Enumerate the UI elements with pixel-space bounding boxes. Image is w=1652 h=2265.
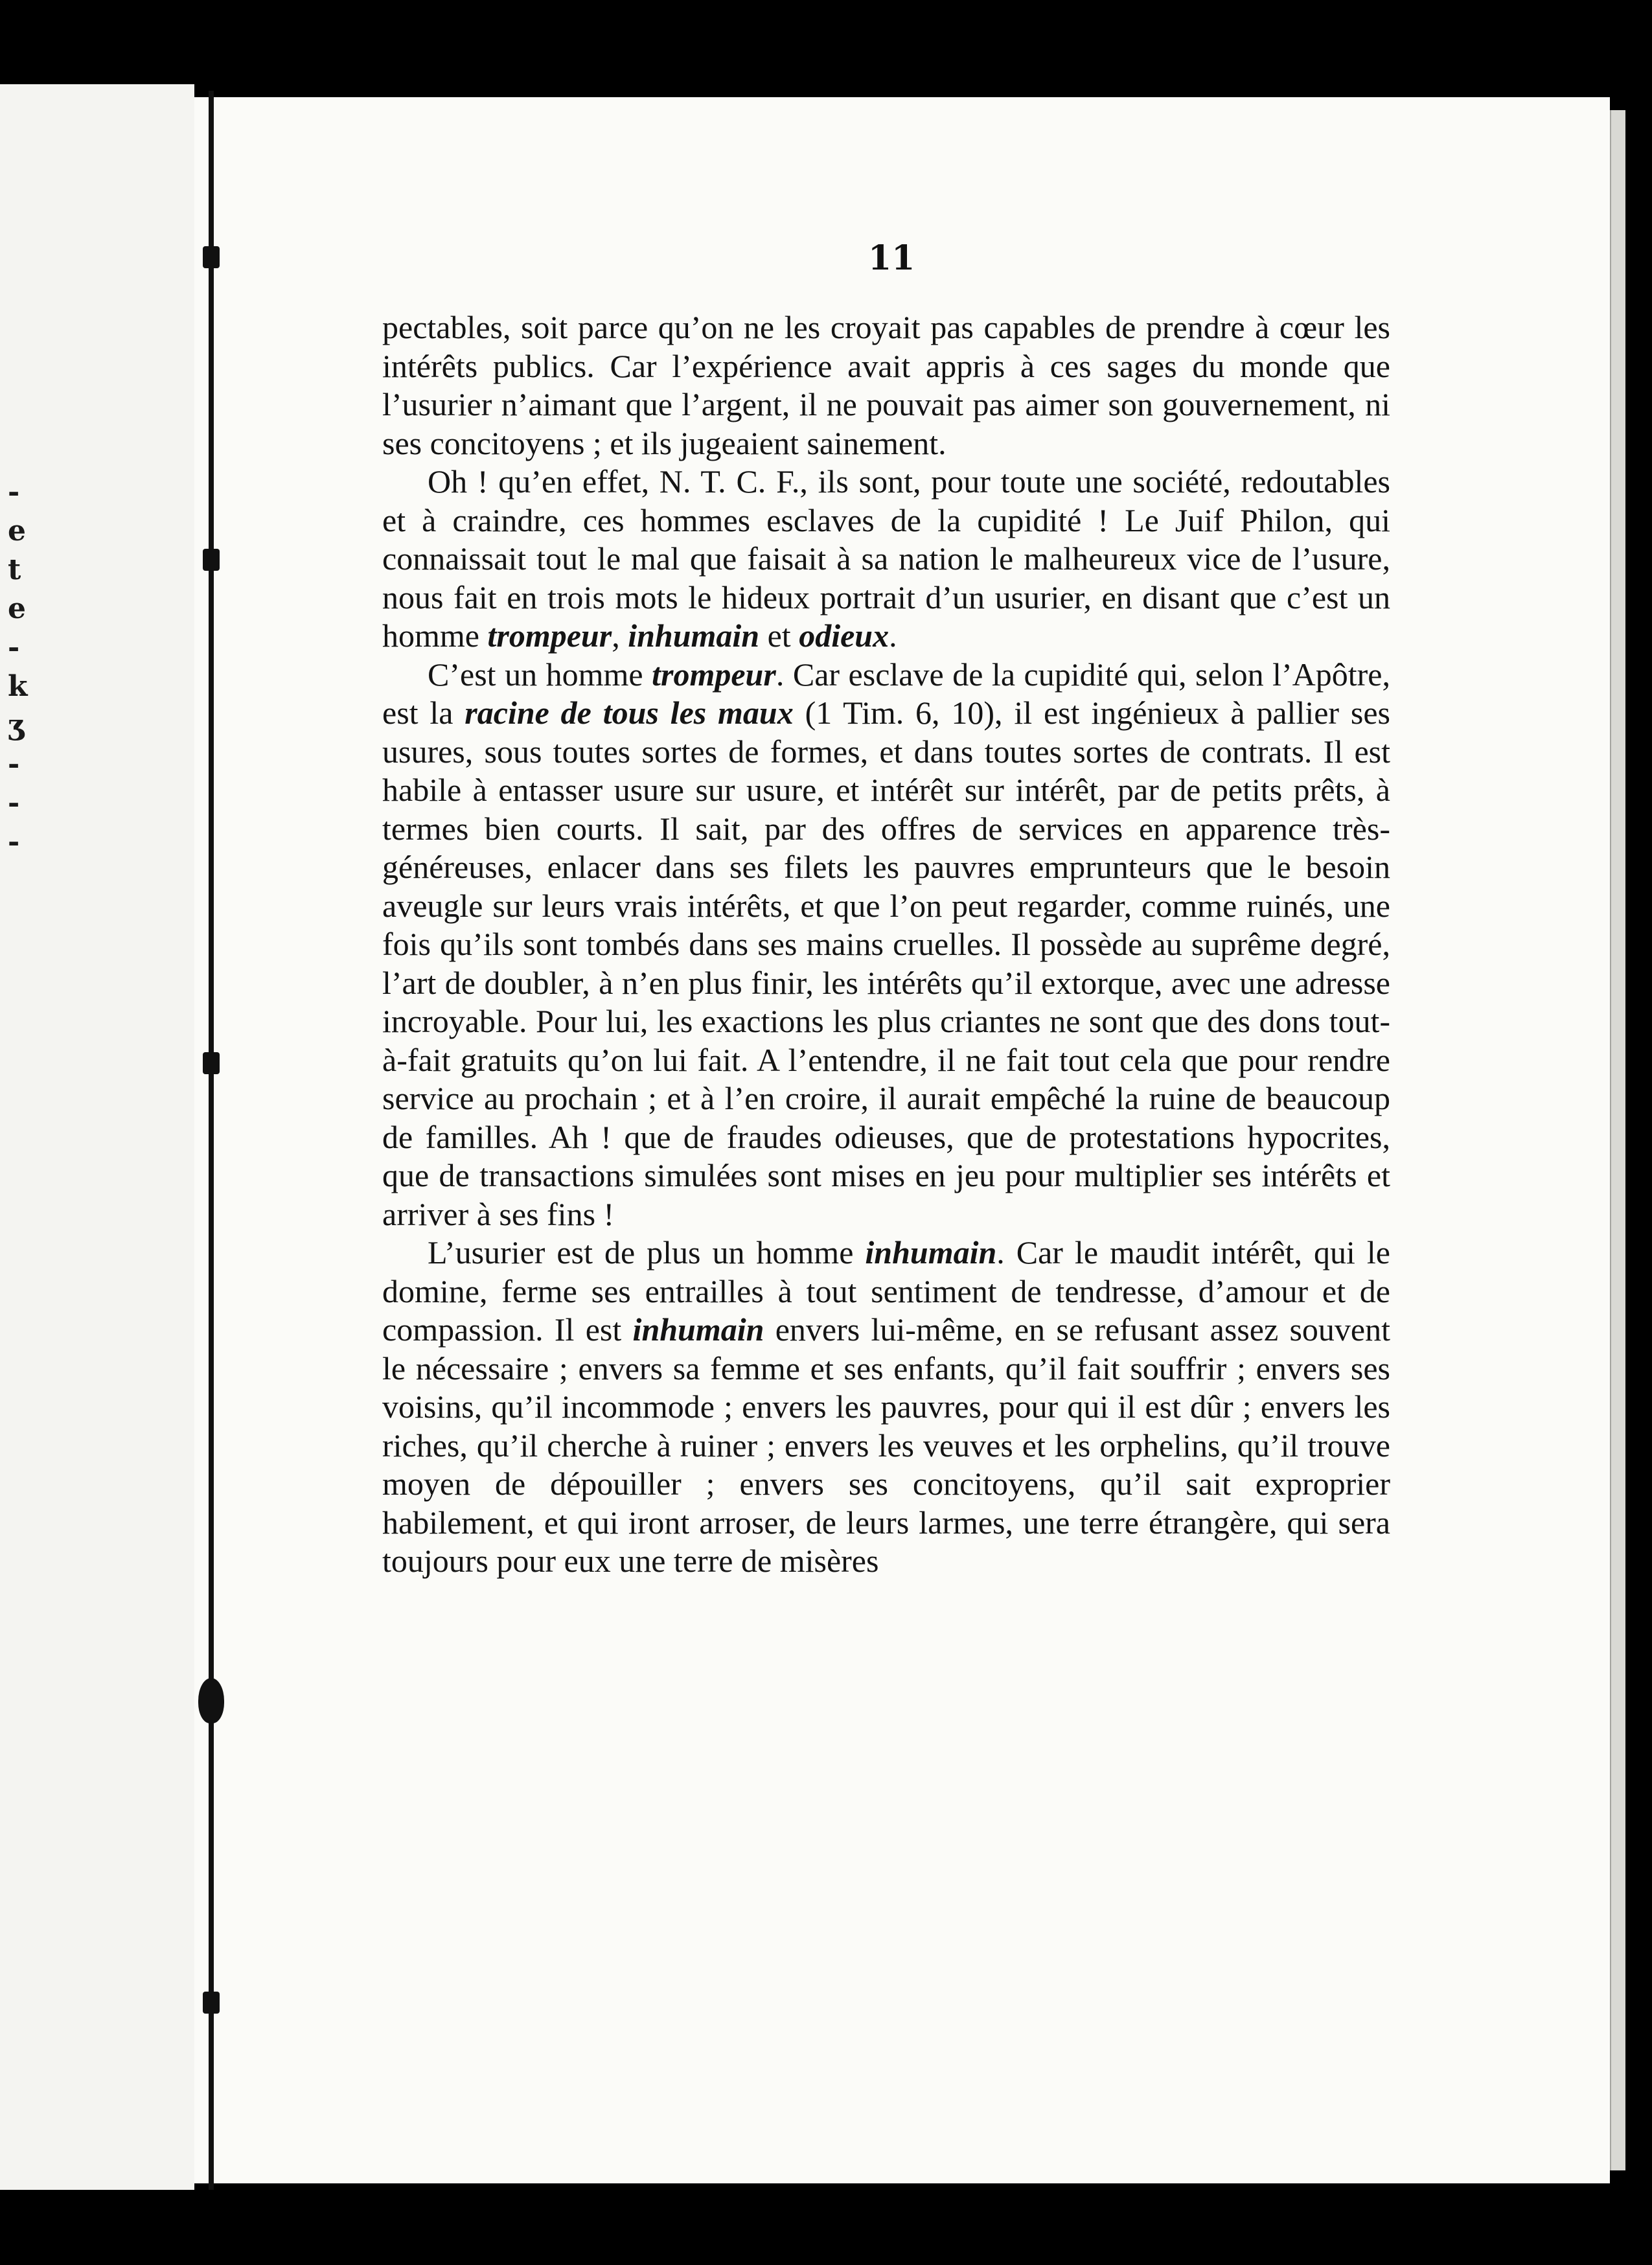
binding-knot [203, 1052, 220, 1074]
page-edge-shadow [1610, 110, 1625, 2170]
text-run: . Car esclave de la cupidité qui, selon l’Apôtre, est la [382, 656, 1390, 731]
binding-knot [203, 1992, 220, 2014]
text-run: Oh ! qu’en effet, N. T. C. F., ils sont, pour toute une société, redoutables et à craindre, ces hommes esclaves de la cupidité ! Le Juif Philon, qui connaissait tout le mal que faisait à sa nation le malheureux vice de l’usure, nous fait en trois mots le hideux portrait d’un usurier, en disant que c’est un homme [382, 463, 1390, 654]
text-run: C’est un homme [428, 656, 652, 693]
facing-page-char: - [8, 631, 20, 664]
facing-page-char: t [8, 553, 21, 586]
paragraph [382, 463, 1390, 656]
text-run: (1 Tim. 6, 10), il est ingénieux à pallier ses usures, sous toutes sortes de formes, et dans toutes sortes de contrats. Il est habile à entasser usure sur usure, et intérêt sur intérêt, par de petits prêts, à termes bien courts. Il sait, par des offres de services en apparence très-généreuses, enlacer dans ses filets les pauvres emprunteurs que le besoin aveugle sur leurs vrais intérêts, et que l’on peut regarder, comme ruinés, une fois qu’ils sont tombés dans ses mains cruelles. Il possède au suprême degré, l’art de doubler, à n’en plus finir, les intérêts qu’il extorque, avec une adresse incroyable. Pour lui, les exactions les plus criantes ne sont que des dons tout-à-fait gratuits qu’on lui fait. A l’entendre, il ne fait tout cela que pour rendre service au prochain ; et à l’en croire, il aurait empêché la ruine de beaucoup de familles. Ah ! que de fraudes odieuses, que de protestations hypocrites, que de transactions simulées sont mises en jeu pour multiplier ses intérêts et arriver à ses fins ! [382, 695, 1390, 1232]
page-number: 11 [868, 238, 915, 278]
facing-page-marks [8, 473, 27, 862]
paragraph [382, 656, 1390, 1234]
emphasized-text: odieux [799, 617, 889, 654]
facing-page-char: - [8, 748, 20, 781]
text-run: et [759, 617, 799, 654]
facing-page-char: ʒ [8, 709, 24, 742]
binding-line [209, 91, 214, 2190]
binding-knot [198, 1678, 224, 1723]
emphasized-text: racine de tous les maux [465, 695, 794, 731]
text-run: . [889, 617, 897, 654]
text-run: pectables, soit parce qu’on ne les croyait pas capables de prendre à cœur les intérêts publics. Car l’expérience avait appris à ces sages du monde que l’usurier n’aimant que l’argent, il ne pouvait pas aimer son gouvernement, ni ses concitoyens ; et ils jugeaient sainement. [382, 309, 1390, 461]
emphasized-text: inhumain [632, 1311, 764, 1348]
facing-page-char: - [8, 825, 20, 858]
facing-page-char: k [8, 670, 28, 703]
facing-page-char: e [8, 514, 26, 547]
body-text [382, 308, 1390, 1581]
emphasized-text: trompeur [652, 656, 776, 693]
text-run: L’usurier est de plus un homme [428, 1234, 866, 1270]
facing-page-char: - [8, 476, 20, 509]
text-run: envers lui-même, en se refusant assez souvent le nécessaire ; envers sa femme et ses enfants, qu’il fait souffrir ; envers ses voisins, qu’il incommode ; envers les pauvres, pour qui il est dûr ; envers les riches, qu’il cherche à ruiner ; envers les veuves et les orphelins, qu’il trouve moyen de dépouiller ; envers ses concitoyens, qu’il sait exproprier habilement, et qui iront arroser, de leurs larmes, une terre étrangère, qui sera toujours pour eux une terre de misères [382, 1311, 1390, 1579]
text-run: , [612, 617, 628, 654]
text-run: . Car le maudit intérêt, qui le domine, ferme ses entrailles à tout sentiment de tendresse, d’amour et de compassion. Il est [382, 1234, 1390, 1348]
emphasized-text: inhumain [628, 617, 760, 654]
facing-page-char: e [8, 592, 26, 625]
emphasized-text: trompeur [487, 617, 612, 654]
facing-page-fragment [0, 84, 194, 2190]
facing-page-char: - [8, 787, 20, 820]
paragraph [382, 308, 1390, 463]
emphasized-text: inhumain [865, 1234, 997, 1270]
binding-knot [203, 549, 220, 571]
binding-knot [203, 246, 220, 268]
paragraph [382, 1234, 1390, 1581]
